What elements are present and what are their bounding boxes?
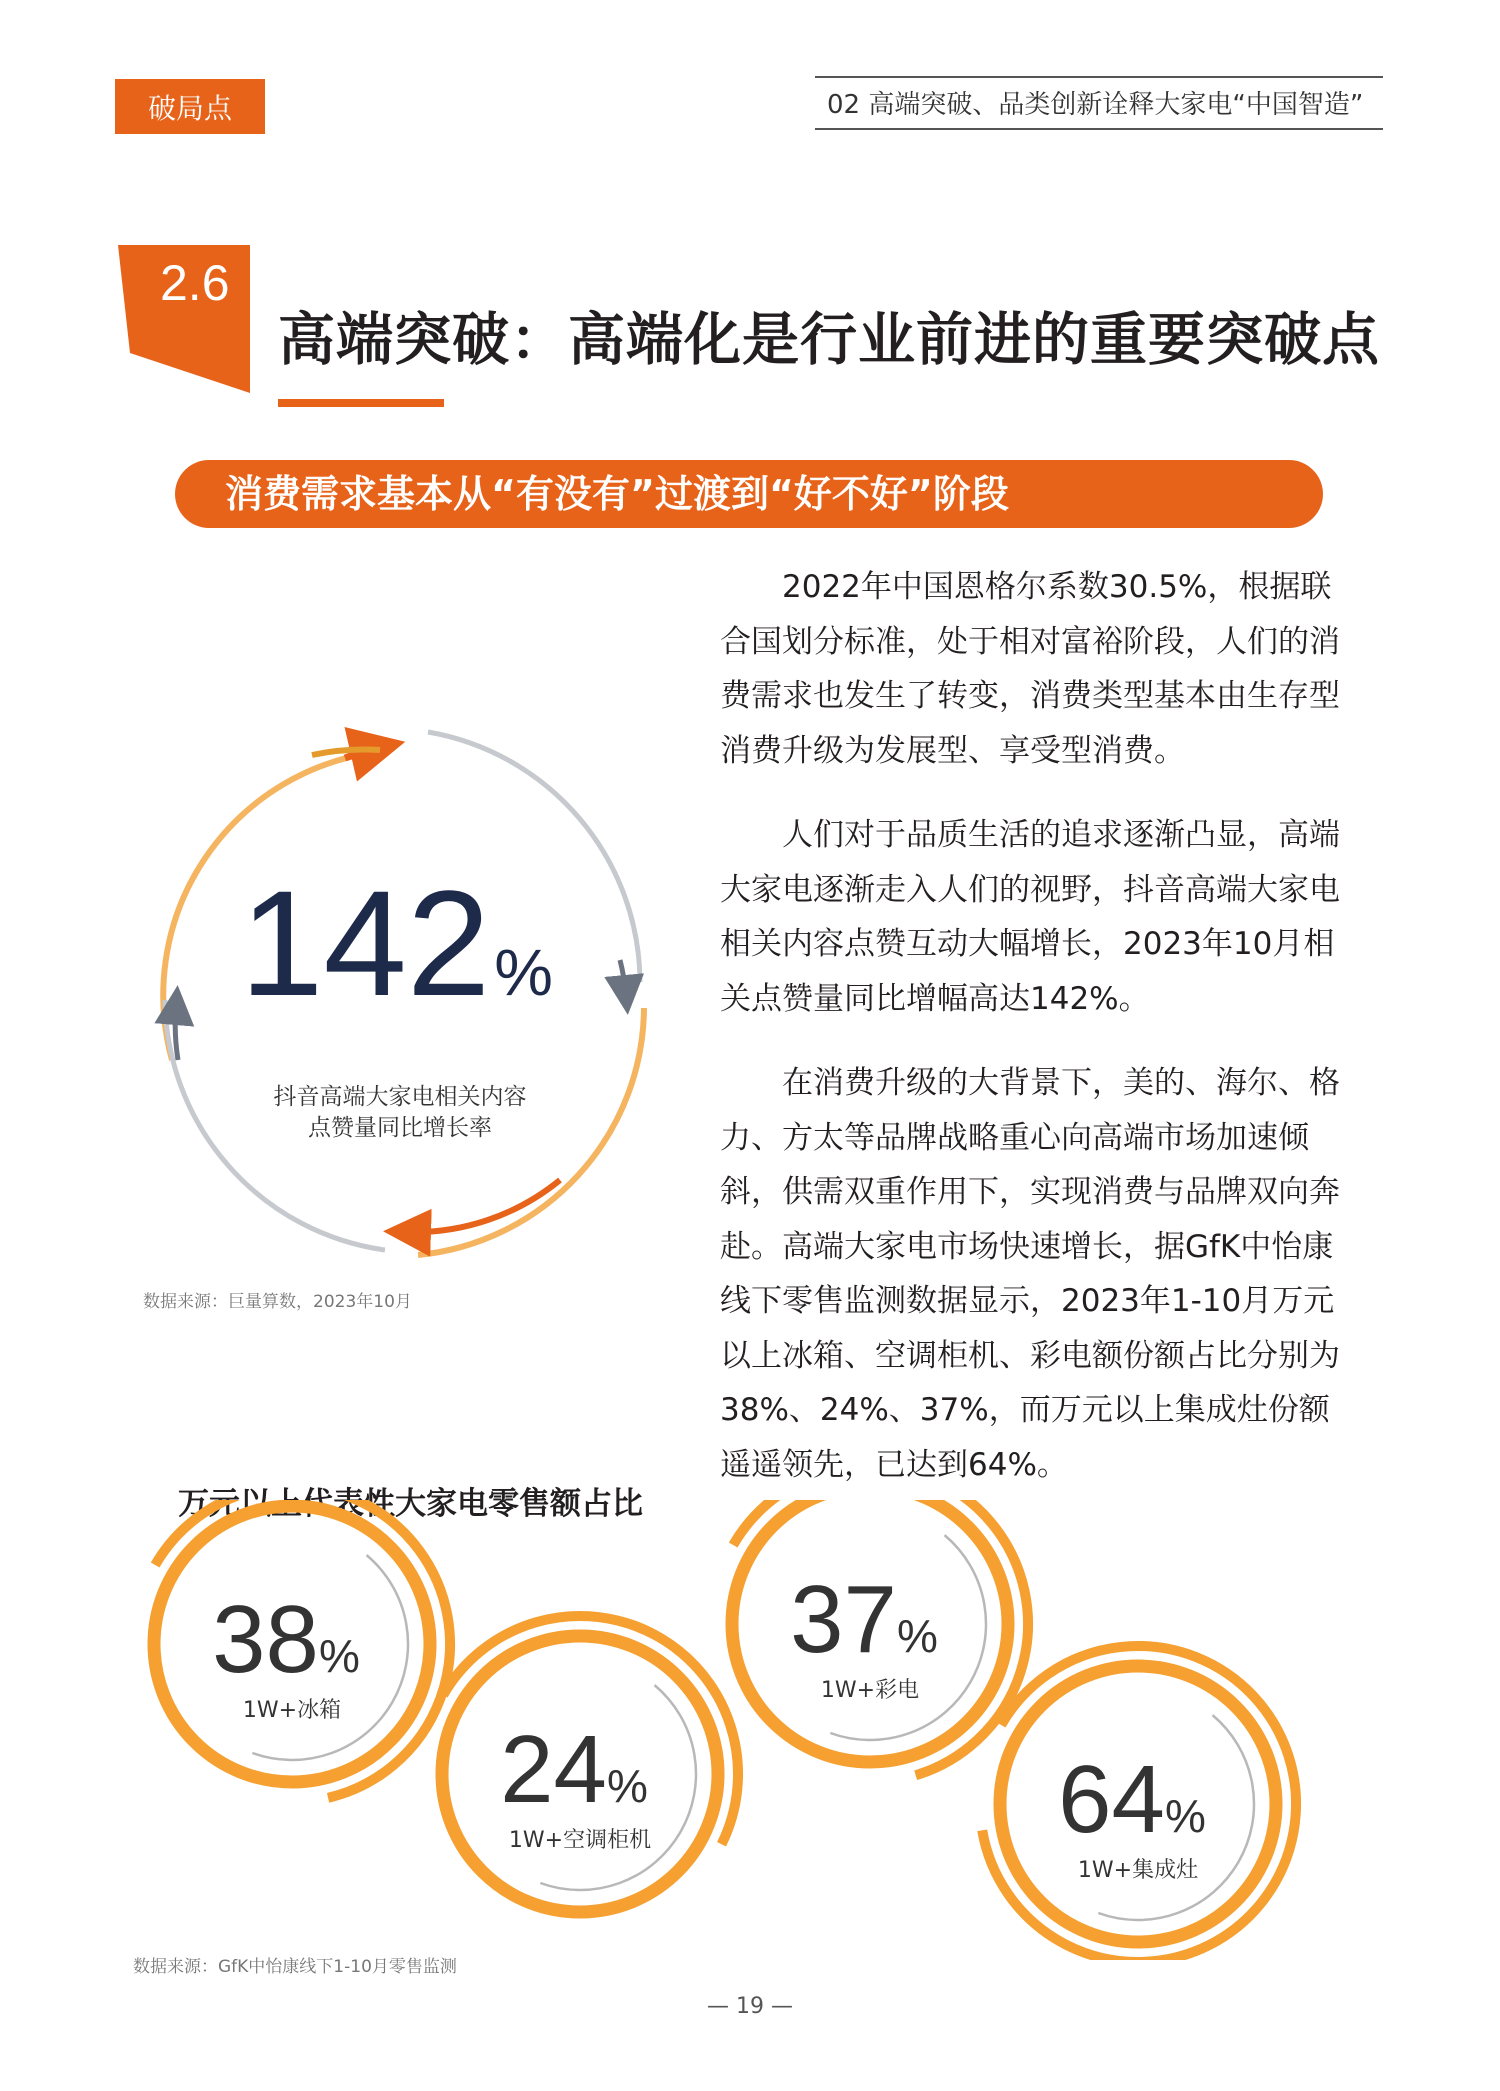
running-head: 02 高端突破、品类创新诠释大家电“中国智造” — [815, 76, 1383, 130]
section-tag: 破局点 — [115, 79, 265, 134]
paragraph: 在消费升级的大背景下，美的、海尔、格力、方太等品牌战略重心向高端市场加速倾斜，供需双重作用下，实现消费与品牌双向奔赴。高端大家电市场快速增长，据GfK中怡康线下零售监测数据显示，2023年1-10月万元以上冰箱、空调柜机、彩电额份额占比分别为38%、24%、37%，而万元以上集成灶份额遥遥领先，已达到64%。 — [720, 1065, 1340, 1483]
body-text — [720, 560, 1345, 1522]
section-number: 2.6 — [160, 255, 230, 311]
ring-category-label: 1W+集成灶 — [1077, 1858, 1199, 1883]
ring-chart — [0, 1500, 1500, 1960]
paragraph: 人们对于品质生活的追求逐渐凸显，高端大家电逐渐走入人们的视野，抖音高端大家电相关内容点赞互动大幅增长，2023年10月相关点赞量同比增幅高达142%。 — [720, 817, 1340, 1017]
paragraph: 2022年中国恩格尔系数30.5%，根据联合国划分标准，处于相对富裕阶段，人们的消费需求也发生了转变，消费类型基本由生存型消费升级为发展型、享受型消费。 — [720, 569, 1340, 769]
ring-value-label: 24% — [500, 1716, 648, 1823]
ring-value-label: 64% — [1058, 1746, 1206, 1853]
ring-category-label: 1W+彩电 — [820, 1678, 920, 1703]
chart-source: 数据来源：GfK中怡康线下1-10月零售监测 — [133, 1957, 457, 1977]
stat-caption: 抖音高端大家电相关内容 点赞量同比增长率 — [273, 1084, 527, 1141]
subheading-banner: 消费需求基本从“有没有”过渡到“好不好”阶段 — [175, 460, 1323, 528]
page-title: 高端突破：高端化是行业前进的重要突破点 — [278, 307, 1380, 373]
stat-value: 142% — [240, 859, 553, 1027]
page-number: — 19 — — [707, 1994, 793, 2019]
ring-category-label: 1W+冰箱 — [242, 1698, 342, 1723]
title-underline — [278, 399, 444, 407]
chart-title: 万元以上代表性大家电零售额占比 — [178, 1486, 643, 1522]
stat-source: 数据来源：巨量算数，2023年10月 — [143, 1292, 412, 1312]
ring-value-label: 37% — [790, 1566, 938, 1673]
ring-value-label: 38% — [212, 1586, 360, 1693]
ring-category-label: 1W+空调柜机 — [508, 1828, 652, 1853]
